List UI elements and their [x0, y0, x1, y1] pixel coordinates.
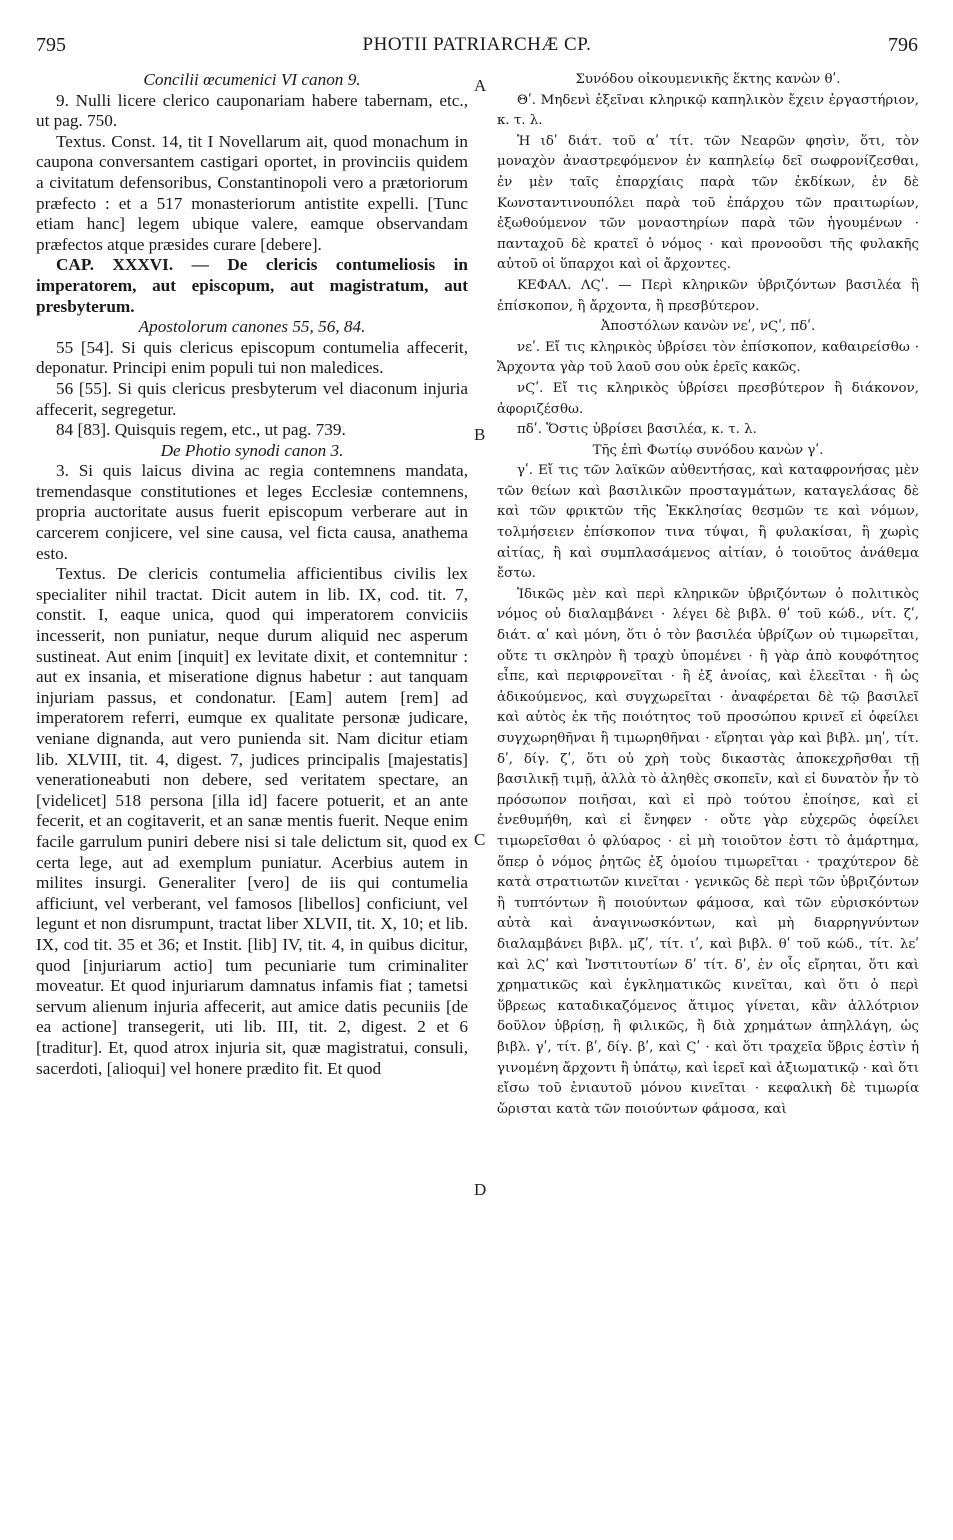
greek-column	[497, 70, 919, 1522]
latin-column	[36, 70, 468, 1522]
latin-paragraph: De Photio synodi canon 3.	[160, 440, 344, 460]
greek-paragraph: νεʹ. Εἴ τις κληρικὸς ὑβρίσει τὸν ἐπίσκοπον, καθαιρείσθω · Ἄρχοντα γὰρ τοῦ λαοῦ σου οὐκ ἐρεῖς κακῶς.	[497, 339, 919, 376]
latin-paragraph: 56 [55]. Si quis clericus presbyterum vel diaconum injuria affecerit, segregetur.	[36, 378, 468, 419]
latin-paragraph: Textus. De clericis contumelia afficientibus civilis lex specialiter nihil tractat. Dicit autem in lib. IX, cod. tit. 7, constit. I, eaque unica, quod qui imperatorem conviciis incesserit, non puniatur, neque durum aliquid nec asperum sustineat. Aut enim [inquit] ex levitate dixit, et contemnitur : aut ex insania, et miseratione dignus habetur : aut tanquam injuriam passus, et condonatur. [Eam] autem [rem] ad imperatorem referri, eumque ex qualitate personæ judicare, veniane dignanda, aut vero punienda sit. Nam dicitur etiam lib. XLVIII, tit. 4, digest. 7, judices principalis [majestatis] venerationeabuti non debere, sed veritatem spectare, an [videlicet] 518 persona [illa id] facere potuerit, et an ante fecerit, et an cogitaverit, et an sanæ mentis fuerit. Neque enim facile garrulum puniri debere nisi si tale delictum sit, quod ex certa lege, aut ad exemplum puniatur. Acerbius autem in milites insurgi. Generaliter [vero] de iis qui contumelia afficiunt, vel verberant, vel famosos [libellos] conficiunt, vel legunt et non disrumpunt, tractat liber XLVII, tit. X, 10; et lib. IX, cod tit. 35 et 36; et Instit. [lib] IV, tit. 4, in quibus dicitur, quod [injuriarum actio] tum pecuniarie tum criminaliter moveatur. Et quod injuriarum damnatus infamis fiat ; tametsi servum alienum injuria affecerit, aut amice datis pecuniis [de ea actione] transegerit, uti lib. III, tit. 2, digest. 2 et 6 [traditur]. Et, quod atrox injuria sit, quæ magistratui, consuli, sacerdoti, [alioqui] vel honere prædito fit. Et quod	[36, 564, 468, 1078]
margin-marker-c: C	[474, 830, 486, 849]
latin-paragraph: 9. Nulli licere clerico cauponariam habere tabernam, etc., ut pag. 750.	[36, 90, 468, 131]
greek-paragraph: Τῆς ἐπὶ Φωτίῳ συνόδου κανὼν γʹ.	[592, 442, 824, 458]
greek-paragraph: νϚʹ. Εἴ τις κληρικὸς ὑβρίσει πρεσβύτερον ἢ διάκονον, ἀφοριζέσθω.	[497, 380, 919, 417]
latin-paragraph: CAP. XXXVI. — De clericis contumeliosis in imperatorem, aut episcopum, aut magistratum, aut presbyterum.	[36, 255, 468, 316]
page-number-left: 795	[36, 34, 66, 56]
latin-paragraph: 3. Si quis laicus divina ac regia contemnens mandata, tremendasque constitutiones et leges Ecclesiæ contemnens, propria auctoritate ausus fuerit episcopum verberare aut in carcerem conjicere, vel sine causa, vel ficta causa, anathema esto.	[36, 461, 468, 563]
latin-paragraph: 84 [83]. Quisquis regem, etc., ut pag. 739.	[56, 420, 346, 440]
greek-paragraph: ΚΕΦΑΛ. ΛϚʹ. — Περὶ κληρικῶν ὑβριζόντων βασιλέα ἢ ἐπίσκοπον, ἢ ἄρχοντα, ἢ πρεσβύτερον.	[497, 277, 919, 314]
latin-paragraph: Apostolorum canones 55, 56, 84.	[138, 317, 366, 337]
page-number-right: 796	[888, 34, 918, 56]
greek-paragraph: γʹ. Εἴ τις τῶν λαϊκῶν αὐθεντήσας, καὶ καταφρονήσας μὲν τῶν θείων καὶ βασιλικῶν προσταγμάτων, καταγελάσας δὲ καὶ τῶν φρικτῶν τῆς Ἐκκλησίας θεσμῶν τε καὶ νόμων, τολμήσειεν ἐπίσκοπον τινα τύψαι, ἢ φυλακίσαι, ἢ χωρὶς αἰτίας, ἢ καὶ συμπλασάμενος αἰτίαν, ὁ τοιοῦτος ἀνάθεμα ἔστω.	[497, 463, 919, 582]
page-header	[36, 34, 918, 60]
greek-paragraph: Ἰδικῶς μὲν καὶ περὶ κληρικῶν ὑβριζόντων ὁ πολιτικὸς νόμος οὐ διαλαμβάνει · λέγει δὲ βιβλ. θʹ τοῦ κώδ., νίτ. ζʹ, διάτ. αʹ καὶ μόνη, ὅτι ὁ τὸν βασιλέα ὑβρίζων οὐ τιμωρεῖται, οὔτε τι σκληρὸν ἢ τραχὺ ὑπομένει · ἢ γὰρ ἀπὸ κουφότητος εἶπε, καὶ περιφρονεῖται · ἢ ἐξ ἀνοίας, καὶ ἐλεεῖται · ἢ ὡς ἀδικούμενος, καὶ συγχωρεῖται · ἀναφέρεται δὲ τῷ βασιλεῖ καὶ αὐτὸς ἐκ τῆς ποιότητος τοῦ προσώπου κρινεῖ εἰ ὀφείλει συγχωρηθῆναι ἢ τιμωρηθῆναι · εἴρηται γὰρ καὶ βιβλ. μηʹ, τίτ. δʹ, δίγ. ζʹ, ὅτι οὐ χρὴ τοὺς δικαστὰς ἀποκεχρῆσθαι τῇ βασιλικῇ τιμῇ, ἀλλὰ τὸ ἀληθὲς σκοπεῖν, καὶ εἰ δυνατὸν ἦν τὸ πρόσωπον ποιῆσαι, καὶ εἰ πρὸ τούτου ἐποίησε, καὶ εἰ ἐνεθυμήθη, καὶ εἰ ἔνηφεν · οὔτε γὰρ εὐχερῶς ὀφείλει τιμωρεῖσθαι ὁ φλύαρος · εἰ μὴ τοιοῦτον ἐστι τὸ ἁμάρτημα, ὅπερ ὁ νόμος ῥητῶς ἐξ ὁμοίου τιμωρεῖται · τραχύτερον δὲ κατὰ στρατιωτῶν κινεῖται · γενικῶς δὲ περὶ τῶν ὑβριζόντων ἢ τυπτόντων ἢ ποιούντων φάμοσα, καὶ τῶν εὑρισκόντων αὐτὰ καὶ ἀναγινωσκόντων, καὶ μὴ διαρρηγνύντων διαλαμβάνει βιβλ. μζʹ, τίτ. ιʹ, καὶ βιβλ. θʹ τοῦ κώδ., τίτ. λεʹ καὶ λϚʹ καὶ Ἰνστιτουτίων δʹ τίτ. δʹ, ἐν οἷς εἴρηται, ὅτι καὶ χρηματικῶς καὶ ἐγκληματικῶς κινεῖται, καὶ ὅτι ὁ περὶ ὕβρεως καταδικαζόμενος ἄτιμος γίνεται, κἂν ἀλλότριον δοῦλον ὑβρίσῃ, ἢ φιλικῶς, ἢ διὰ χρημάτων ἀπηλλάγη, ὡς βιβλ. γʹ, τίτ. βʹ, δίγ. βʹ, καὶ Ϛʹ · καὶ ὅτι τραχεῖα ὕβρις ἐστὶν ἡ γινομένη ἄρχοντι ἢ ὑπάτῳ, καὶ ἱερεῖ καὶ ἀξιωματικῷ · καὶ ὅτι εἴσω τοῦ ἐνιαυτοῦ μόνου κινεῖται · κεφαλικὴ δὲ τιμωρία ὥρισται κατὰ τῶν ποιούντων φάμοσα, καὶ	[497, 586, 919, 1117]
greek-paragraph: Θʹ. Μηδενὶ ἐξεῖναι κληρικῷ καπηλικὸν ἔχειν ἐργαστήριον, κ. τ. λ.	[497, 92, 919, 129]
latin-paragraph: 55 [54]. Si quis clericus episcopum contumelia affecerit, deponatur. Principi enim populi tui non maledices.	[36, 337, 468, 378]
greek-paragraph: Συνόδου οἰκουμενικῆς ἕκτης κανὼν θʹ.	[575, 72, 841, 87]
margin-marker-b: B	[474, 425, 486, 444]
greek-paragraph: Ἀποστόλων κανὼν νεʹ, νϚʹ, πδʹ.	[600, 319, 816, 335]
margin-marker-a: A	[474, 76, 487, 95]
greek-paragraph: Ἡ ιδʹ διάτ. τοῦ αʹ τίτ. τῶν Νεαρῶν φησὶν, ὅτι, τὸν μοναχὸν ἀναστρεφόμενον ἐν καπηλείῳ δεῖ σωφρονίζεσθαι, ἐν μὲν ταῖς ἐπαρχίαις παρὰ τῶν ἐκδίκων, ἐν δὲ Κωνσταντινουπόλει παρὰ τοῦ ἐπάρχου τῶν πραιτωρίων, ἐξωθούμενον τῶν μοναστηρίων παρὰ τῶν ἡγουμένων · πανταχοῦ δὲ κρατεῖ ὁ νόμος · καὶ προνοοῦσι τῆς φυλακῆς αὐτοῦ οἱ ὕπαρχοι καὶ οἱ ἄρχοντες.	[497, 133, 919, 273]
running-title: PHOTII PATRIARCHÆ CP.	[362, 34, 592, 55]
margin-marker-d: D	[474, 1180, 487, 1199]
latin-paragraph: Textus. Const. 14, tit I Novellarum ait, quod monachum in caupona conversantem castigari oportet, in provinciis quidem a civitatum defensoribus, Constantinopoli vero a prætoriorum præfecto : et a 517 monasteriorum antistite expelli. [Tunc etiam hanc] legem ubique valere, eamque observandam præfectos atque præsides curare [debere].	[36, 131, 468, 254]
greek-paragraph: πδʹ. Ὅστις ὑβρίσει βασιλέα, κ. τ. λ.	[517, 422, 757, 438]
latin-paragraph: Concilii œcumenici VI canon 9.	[143, 70, 361, 89]
